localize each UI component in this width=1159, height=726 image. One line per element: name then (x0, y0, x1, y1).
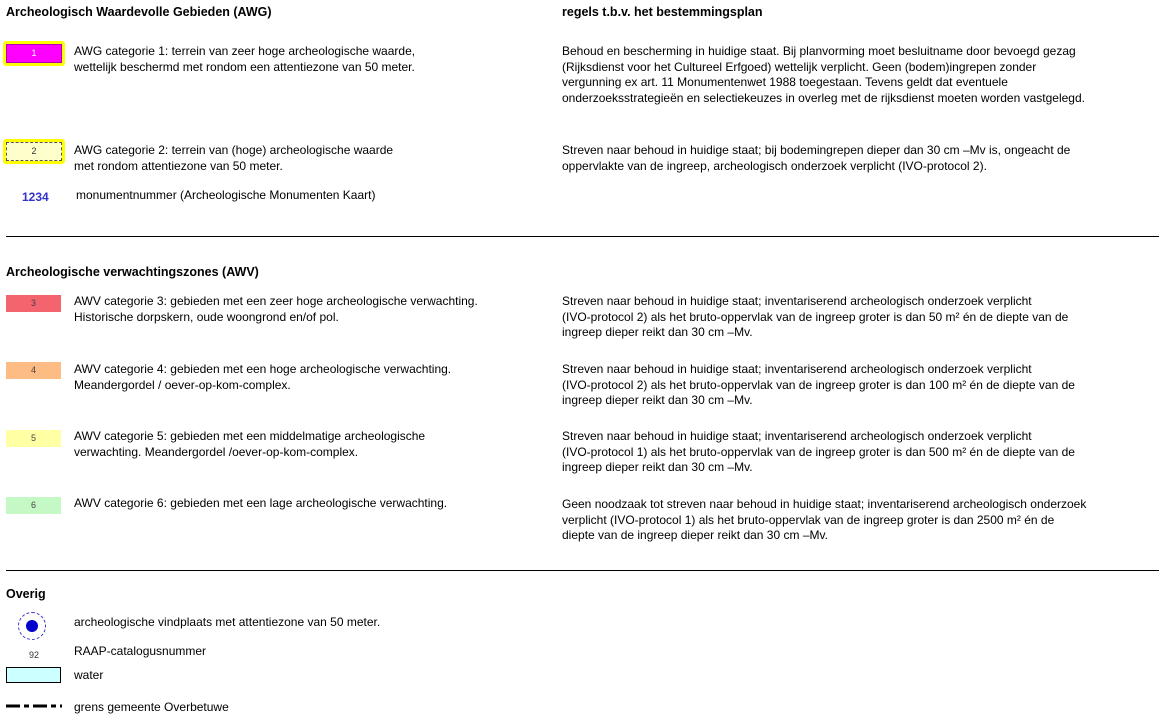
awv-cat6-swatch: 6 (6, 497, 61, 514)
awg-cat1-description: AWG categorie 1: terrein van zeer hoge archeologische waarde, wettelijk beschermd met rondom een attentiezone van 50 meter. (74, 44, 416, 74)
awg-cat1-symbol-label: 1 (6, 44, 62, 63)
awv-heading: Archeologische verwachtingszones (AWV) (6, 265, 259, 279)
boundary-description: grens gemeente Overbetuwe (74, 700, 229, 714)
awg-cat1-symbol (3, 41, 65, 66)
overig-heading: Overig (6, 587, 46, 601)
raap-number-symbol: 92 (29, 650, 40, 660)
find-site-description: archeologische vindplaats met attentiezone van 50 meter. (74, 615, 381, 629)
section-divider-1 (6, 236, 1159, 237)
awv-cat4-rule: Streven naar behoud in huidige staat; inventariserend archeologisch onderzoek verplicht (IVO-protocol 2) als het bruto-oppervlak van de ingreep groter is dan 100 m² én de diepte van de ingreep dieper reikt dan 30 cm –Mv. (562, 362, 1075, 407)
section-divider-2 (6, 570, 1159, 571)
municipal-boundary-line-icon (6, 702, 62, 710)
awv-cat4-description: AWV categorie 4: gebieden met een hoge archeologische verwachting. Meandergordel / oever-op-kom-complex. (74, 362, 452, 392)
awg-cat2-description: AWG categorie 2: terrein van (hoge) archeologische waarde met rondom attentiezone van 50 meter. (74, 143, 394, 173)
rules-heading: regels t.b.v. het bestemmingsplan (562, 5, 763, 19)
monument-description: monumentnummer (Archeologische Monumenten Kaart) (76, 188, 376, 202)
awg-cat2-rule: Streven naar behoud in huidige staat; bij bodemingrepen dieper dan 30 cm –Mv is, ongeacht de oppervlakte van de ingreep, archeologisch onderzoek verplicht (IVO-protocol 2). (562, 143, 1071, 173)
awv-cat4-swatch: 4 (6, 362, 61, 379)
awv-cat5-swatch: 5 (6, 430, 61, 447)
awv-cat5-description: AWV categorie 5: gebieden met een middelmatige archeologische verwachting. Meandergordel /oever-op-kom-complex. (74, 429, 426, 459)
awv-cat3-swatch: 3 (6, 295, 61, 312)
awg-cat1-rule: Behoud en bescherming in huidige staat. Bij planvorming moet besluitname door bevoegd gezag (Rijksdienst voor het Cultureel Erfgoed) wettelijk verplicht. Geen (bodem)ingrepen zonder vergunning ex art. 11 Monumentenwet 1988 toegestaan. Tevens geldt dat eventuele onderzoeksstrategieën en selectiekeuzes in overleg met de rijksdienst moeten worden vastgelegd. (562, 44, 1085, 105)
water-swatch (6, 667, 61, 683)
water-description: water (74, 668, 104, 682)
find-site-icon (18, 612, 46, 640)
awv-cat6-rule: Geen noodzaak tot streven naar behoud in huidige staat; inventariserend archeologisch onderzoek verplicht (IVO-protocol 1) als het bruto-oppervlak van de ingreep groter is dan 2500 m² én de diepte van de ingreep dieper reikt dan 30 cm –Mv. (562, 497, 1087, 542)
raap-description: RAAP-catalogusnummer (74, 644, 207, 658)
find-site-dot (26, 620, 38, 632)
awg-cat2-symbol-label: 2 (6, 142, 62, 161)
monument-number-symbol: 1234 (22, 190, 49, 204)
awg-heading: Archeologisch Waardevolle Gebieden (AWG) (6, 5, 272, 19)
awv-cat3-description: AWV categorie 3: gebieden met een zeer hoge archeologische verwachting. Historische dorpskern, oude woongrond en/of pol. (74, 294, 478, 324)
awv-cat6-description: AWV categorie 6: gebieden met een lage archeologische verwachting. (74, 496, 448, 510)
awv-cat3-rule: Streven naar behoud in huidige staat; inventariserend archeologisch onderzoek verplicht (IVO-protocol 2) als het bruto-oppervlak van de ingreep groter is dan 50 m² én de diepte van de ingreep dieper reikt dan 30 cm –Mv. (562, 294, 1069, 339)
awg-cat2-symbol (3, 139, 65, 164)
awv-cat5-rule: Streven naar behoud in huidige staat; inventariserend archeologisch onderzoek verplicht (IVO-protocol 1) als het bruto-oppervlak van de ingreep groter is dan 500 m² én de diepte van de ingreep dieper reikt dan 30 cm –Mv. (562, 429, 1075, 474)
